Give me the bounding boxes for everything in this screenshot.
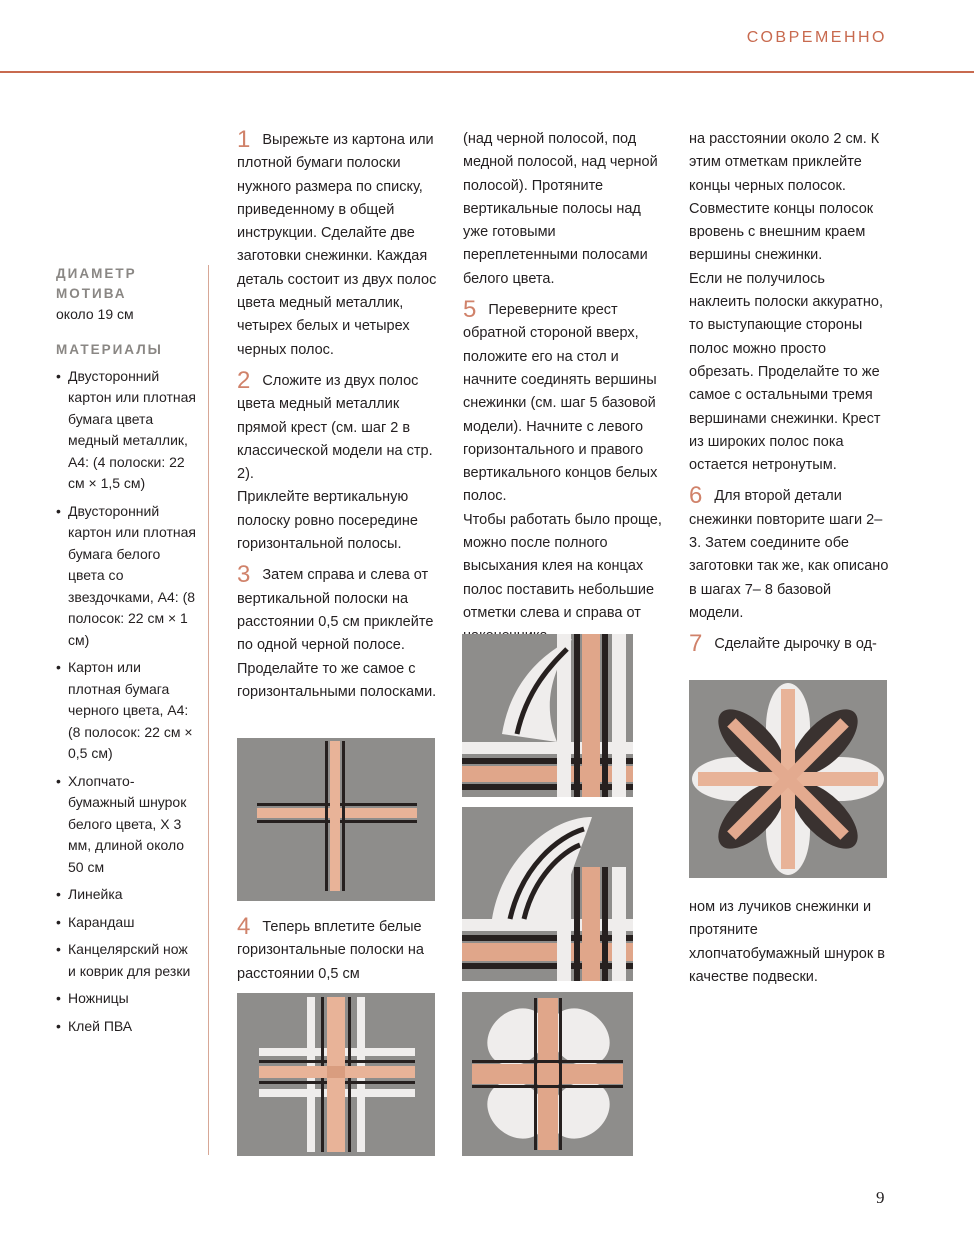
step-3 (237, 563, 442, 704)
page-number: 9 (876, 1188, 885, 1207)
material-item: • Картон или плотная бумага черного цвета, А4: (8 полосок: 22 см × 0,5 см) (56, 657, 196, 765)
step-2-continued: Приклейте вертикальную полоску ровно посередине горизонтальной полосы. (237, 489, 418, 553)
material-item: • Двусторонний картон или плотная бумага белого цвета со звездочками, А4: (8 полосок: 22 см × 1 см) (56, 501, 196, 652)
finished-snowflake-photo (689, 680, 887, 878)
material-item: • Хлопчато-бумажный шнурок белого цвета, Х 3 мм, длиной около 50 см (56, 771, 196, 879)
material-item: • Двусторонний картон или плотная бумага цвета медный металлик, А4: (4 полоски: 22 см × 1,5 см) (56, 366, 196, 495)
step-4-photo (237, 993, 435, 1156)
step-number: 1 (237, 126, 251, 153)
header-divider (0, 71, 974, 73)
step-text: Переверните крест обратной стороной вверх, положите его на стол и начните соединять вершины снежинки (см. шаг 5 базовой модели). Начните с левого горизонтального и правого вертикального концов белых полос. (463, 302, 658, 505)
step-1 (237, 128, 442, 362)
step-4-block (237, 915, 442, 993)
step-7-continued: ном из лучиков снежинки и протяните хлопчатобумажный шнурок в качестве подвески. (689, 899, 885, 985)
materials-label: МАТЕРИАЛЫ (56, 341, 163, 357)
woven-cross-illustration (237, 993, 435, 1156)
step-text: Сделайте дырочку в од- (714, 636, 877, 653)
column-2 (463, 128, 668, 656)
step-text: Вырежьте из картона или плотной бумаги полоски нужного размера по списку, приведенному в общей инструкции. Сделайте две заготовки снежинки. Каждая деталь состоит из двух полос цвета медный металлик, четырех белых и четырех черных полос. (237, 132, 437, 358)
section-title: СОВРЕМЕННО (746, 29, 887, 46)
step-number: 5 (463, 296, 477, 324)
column-1 (237, 128, 442, 711)
material-item: • Канцелярский нож и коврик для резки (56, 939, 196, 982)
petal-forming-illustration-1 (462, 634, 633, 797)
step-5 (463, 298, 668, 509)
step-number: 4 (237, 913, 251, 940)
step-6 (689, 484, 889, 625)
step-5-tip: Чтобы работать было проще, можно после полного высыхания клея на концах полос поставить небольшие отметки слева и справа от (463, 511, 662, 621)
step-7 (689, 632, 889, 656)
column-3 (689, 128, 889, 664)
step-text: Сложите из двух полос цвета медный металлик прямой крест (см. шаг 2 в классической модели на стр. 2). (237, 372, 433, 483)
step-7-continued-block (689, 896, 889, 996)
diameter-label (56, 264, 196, 304)
step-5-photo-3 (462, 992, 633, 1156)
snowflake-illustration (689, 680, 887, 878)
step-5-photo-1 (462, 634, 633, 797)
step-4 (237, 915, 442, 986)
material-item: • Линейка (56, 884, 196, 906)
step-2 (237, 366, 442, 486)
step-text: Теперь вплетите белые горизонтальные полоски на расстоянии 0,5 см (237, 919, 424, 982)
step-5-trim-note: Если не получилось наклеить полоски аккуратно, то выступающие стороны полос можно просто обрезать. Проделайте то же самое с остальными тремя вершинами снежинки. Крест из широких полос пока остается нетронутым. (689, 270, 883, 474)
four-petals-illustration (462, 992, 633, 1156)
step-number: 7 (689, 630, 703, 658)
materials-sidebar (56, 264, 196, 1043)
step-number: 2 (237, 366, 251, 394)
materials-list (56, 366, 196, 1038)
material-item: • Клей ПВА (56, 1016, 196, 1038)
petal-forming-illustration-2 (462, 807, 633, 981)
sidebar-divider (208, 265, 209, 1155)
material-item: • Карандаш (56, 912, 196, 934)
step-5-photo-2 (462, 807, 633, 981)
step-number: 6 (689, 482, 703, 510)
step-3-photo (237, 738, 435, 901)
step-4-continued: (над черной полосой, под медной полосой, над черной полосой). Протяните вертикальные полосы над уже готовыми переплетенными полосами белого цвета. (463, 131, 658, 287)
step-text: Затем справа и слева от вертикальной полоски на расстоянии 0,5 см приклейте по одной черной полосе. Проделайте то же самое с горизонтальными полосками. (237, 567, 437, 700)
diameter-value: около 19 см (56, 306, 134, 322)
diameter-label-line2: МОТИВА (56, 286, 127, 301)
diameter-label-line1: ДИАМЕТР (56, 266, 137, 281)
step-number: 3 (237, 561, 251, 589)
step-text: Для второй детали снежинки повторите шаги 2–3. Затем соедините обе заготовки так же, как описано в шагах 7– 8 базовой модели. (689, 488, 889, 621)
material-item: • Ножницы (56, 988, 196, 1010)
cross-illustration (237, 738, 435, 901)
step-5-continued: на расстоянии около 2 см. К этим отметкам приклейте концы черных полосок. Совместите концы полосок вровень с внешним краем вершины снежинки. (689, 131, 880, 264)
